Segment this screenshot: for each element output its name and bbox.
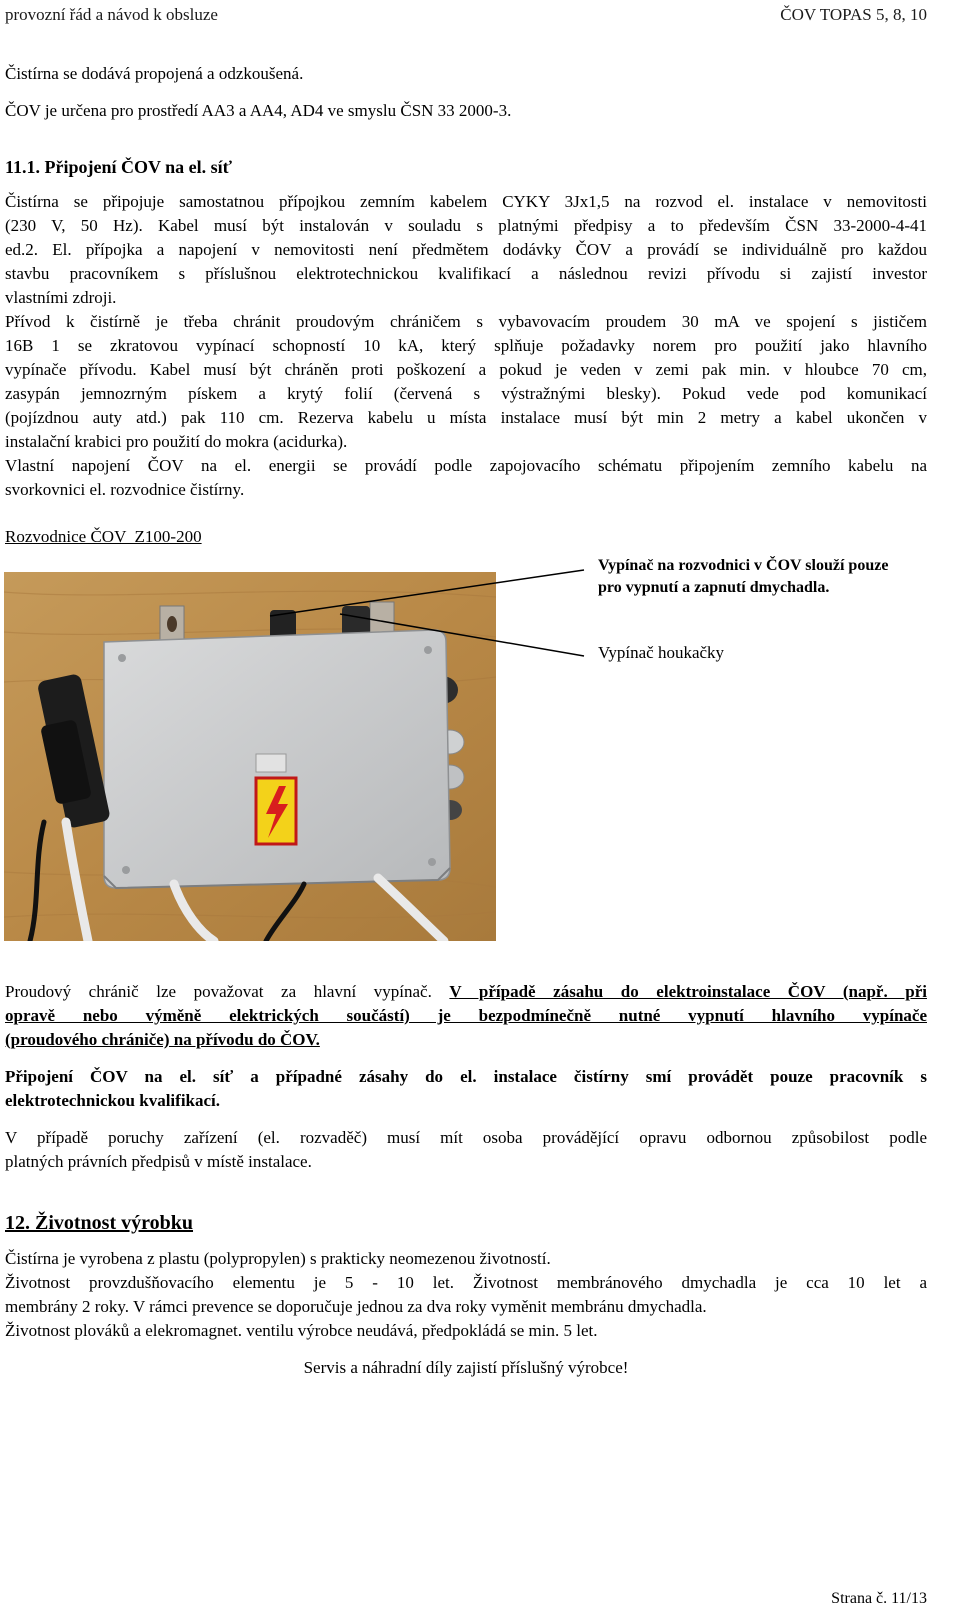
- after-figure-text-normal: Proudový chránič lze považovat za hlavní vypínač.: [5, 982, 450, 1001]
- s11-line-5: Přívod k čistírně je třeba chránit proudovým chráničem s vybavovacím proudem 30 mA ve spojení s jističem: [5, 312, 927, 331]
- section-11-1-heading: 11.1. Připojení ČOV na el. síť: [5, 157, 233, 177]
- page-number: Strana č. 11/13: [831, 1590, 927, 1607]
- s11-line-0: Čistírna se připojuje samostatnou přípojkou zemním kabelem CYKY 3Jx1,5 na rozvod el. instalace v nemovitosti: [5, 192, 927, 211]
- header-left: provozní řád a návod k obsluze: [5, 5, 218, 24]
- s11-line-11: Vlastní napojení ČOV na el. energii se provádí podle zapojovacího schématu připojením zemního kabelu na: [5, 456, 927, 475]
- figure-caption: Rozvodnice ČOV Z100-200: [5, 527, 202, 546]
- s12-line-2: membrány 2 roky. V rámci prevence se doporučuje jednou za dva roky vyměnit membránu dmychadla.: [5, 1297, 707, 1316]
- s11-line-3: stavbu pracovníkem s příslušnou elektrotechnickou kvalifikací a následnou revizi přívodu si zajistí investor: [5, 264, 927, 283]
- service-note: Servis a náhradní díly zajistí příslušný výrobce!: [303, 1358, 629, 1377]
- qualification-line-1: Připojení ČOV na el. síť a případné zásahy do el. instalace čistírny smí provádět pouze pracovník s: [5, 1067, 927, 1086]
- s11-line-12: svorkovnici el. rozvodnice čistírny.: [5, 480, 245, 499]
- s11-line-7: vypínače přívodu. Kabel musí být chráněn proti poškození a pokud je veden v zemi pak min. v hloubce 70 cm,: [5, 360, 927, 379]
- after-figure-line-3: (proudového chrániče) na přívodu do ČOV.: [5, 1030, 320, 1049]
- s12-line-3: Životnost plováků a elekromagnet. ventilu výrobce neudává, předpokládá se min. 5 let.: [5, 1321, 598, 1340]
- intro-paragraph-2: ČOV je určena pro prostředí AA3 a AA4, AD4 ve smyslu ČSN 33 2000-3.: [5, 101, 512, 120]
- after-figure-line-1: [5, 981, 927, 1003]
- s11-line-4: vlastními zdroji.: [5, 288, 117, 307]
- fault-line-2: platných právních předpisů v místě instalace.: [5, 1152, 312, 1171]
- callout-switch-line-2: pro vypnutí a zapnutí dmychadla.: [598, 579, 830, 596]
- s12-line-1: Životnost provzdušňovacího elementu je 5 - 10 let. Životnost membránového dmychadla je cca 10 let a: [5, 1273, 927, 1292]
- s11-line-9: (pojízdnou auty atd.) pak 110 cm. Rezerva kabelu u místa instalace musí být min 2 metry a kabel ukončen v: [5, 408, 927, 427]
- after-figure-line-2: opravě nebo výměně elektrických součástí) je bezpodmínečně nutné vypnutí hlavního vypínače: [5, 1006, 927, 1025]
- qualification-line-2: elektrotechnickou kvalifikací.: [5, 1091, 221, 1110]
- callout-switch-line-1: Vypínač na rozvodnici v ČOV slouží pouze: [598, 557, 889, 574]
- s11-line-1: (230 V, 50 Hz). Kabel musí být instalován v souladu s platnými předpisy a to především ČSN 33-2000-4-41: [5, 216, 927, 235]
- s12-line-0: Čistírna je vyrobena z plastu (polypropylen) s prakticky neomezenou životností.: [5, 1249, 551, 1268]
- after-figure-text-bold: V případě zásahu do elektroinstalace ČOV (např. při: [449, 982, 927, 1001]
- intro-paragraph-1: Čistírna se dodává propojená a odzkoušená.: [5, 64, 304, 83]
- s11-line-8: zasypán jemnozrným pískem a krytý folií (červená s výstražnými blesky). Pokud vede pod komunikací: [5, 384, 927, 403]
- callout-siren-switch: Vypínač houkačky: [598, 643, 725, 662]
- section-12-heading: 12. Životnost výrobku: [5, 1212, 194, 1234]
- s11-line-10: instalační krabici pro použití do mokra (acidurka).: [5, 432, 348, 451]
- fault-line-1: V případě poruchy zařízení (el. rozvaděč) musí mít osoba provádějící opravu odbornou způsobilost podle: [5, 1128, 927, 1147]
- header-right: ČOV TOPAS 5, 8, 10: [780, 5, 927, 24]
- s11-line-6: 16B 1 se zkratovou vypínací schopností 10 kA, který splňuje požadavky norem pro použití jako hlavního: [5, 336, 927, 355]
- s11-line-2: ed.2. El. přípojka a napojení v nemovitosti není předmětem dodávky ČOV a provádí se individuálně pro každou: [5, 240, 927, 259]
